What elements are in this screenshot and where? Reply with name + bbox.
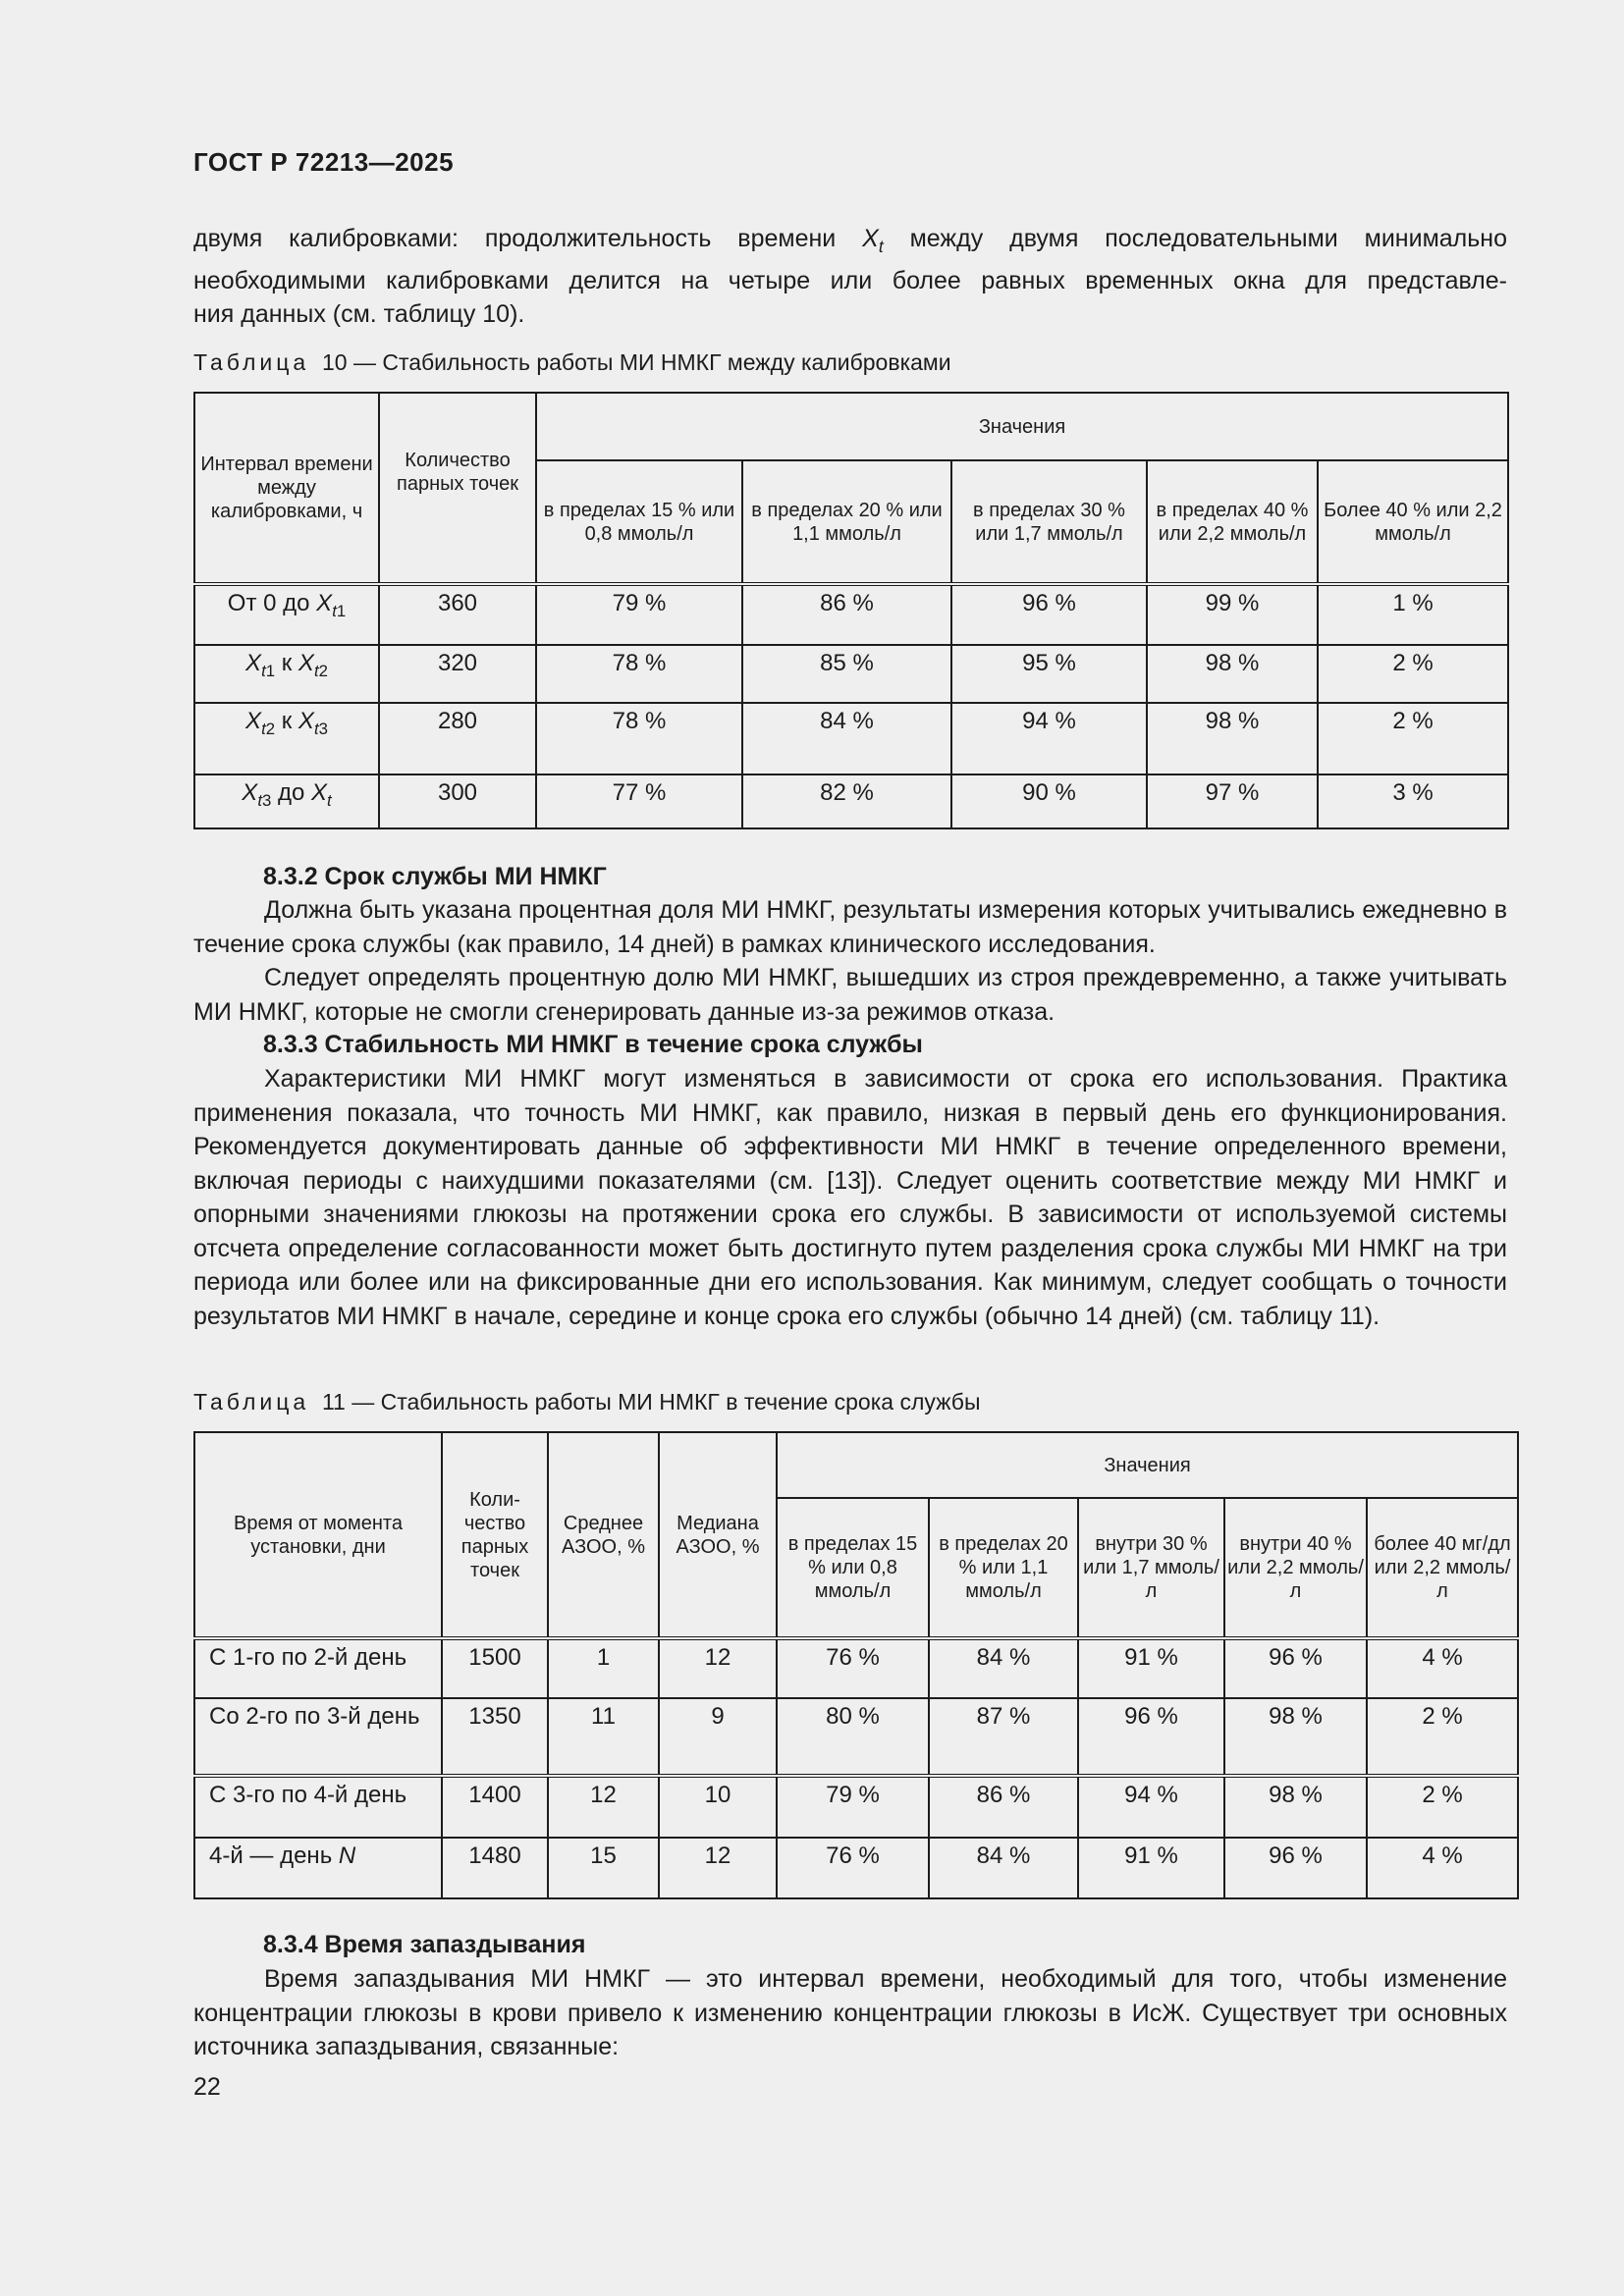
t11-cell: 10 [659,1776,777,1838]
t10-cell: 360 [379,584,536,645]
t11-cell: 84 % [929,1838,1078,1898]
t10-cell: 2 % [1318,645,1508,703]
t10-cell: 95 % [951,645,1147,703]
t10-cell: 96 % [951,584,1147,645]
t11-cell: 87 % [929,1698,1078,1776]
t10-cell: 79 % [536,584,742,645]
t11-cell: 12 [659,1838,777,1898]
t10-cell: 2 % [1318,703,1508,774]
t11-cell: 1350 [442,1698,548,1776]
t11-cell: 96 % [1078,1698,1224,1776]
t10-header-sub-1: в пределах 15 % или 0,8 ммоль/л [536,460,742,584]
t10-cell: 90 % [951,774,1147,828]
table10-caption-word: Таблица [193,349,310,375]
t10-cell: 1 % [1318,584,1508,645]
t10-cell: 78 % [536,645,742,703]
section-8-3-4-body [193,1962,1507,2064]
table-row [194,1698,1518,1776]
t10-header-sub-4: в пределах 40 % или 2,2 ммоль/л [1147,460,1318,584]
t10-cell: 320 [379,645,536,703]
t11-cell: 80 % [777,1698,929,1776]
section-8-3-2-body [193,893,1507,1029]
paragraph: Время запаздывания МИ НМКГ — это интервал времени, необходимый для того, чтобы изменение концентрации глюкозы в крови привело к изменению концентрации глюкозы в ИсЖ. Существует три основных источника запаздывания, связанные: [193,1965,1507,2060]
t10-cell: 84 % [742,703,951,774]
t11-row-label: Со 2-го по 3-й день [194,1698,442,1776]
t10-row2-label: $X_{t1}$ к $X_{t2}$ [194,645,379,703]
table-row [194,584,1508,645]
t11-cell: 2 % [1367,1776,1518,1838]
t11-cell: 15 [548,1838,659,1898]
table11-caption-text: 11 — Стабильность работы МИ НМКГ в течение срока службы [321,1389,981,1415]
t11-cell: 98 % [1224,1698,1367,1776]
table10-caption [193,349,951,376]
section-8-3-3-heading: 8.3.3 Стабильность МИ НМКГ в течение срока службы [263,1031,923,1058]
t11-header-count: Коли-чество парных точек [442,1432,548,1638]
t11-cell: 12 [548,1776,659,1838]
t11-cell: 4 % [1367,1838,1518,1898]
t11-cell: 2 % [1367,1698,1518,1776]
document-header: ГОСТ Р 72213—2025 [193,147,455,177]
t11-cell: 9 [659,1698,777,1776]
table10-caption-text: 10 — Стабильность работы МИ НМКГ между калибровками [321,349,951,375]
t11-cell: 91 % [1078,1838,1224,1898]
t11-cell: 12 [659,1638,777,1698]
table-row [194,1776,1518,1838]
t10-cell: 94 % [951,703,1147,774]
t10-cell: 78 % [536,703,742,774]
t11-header-sub-3: внутри 30 % или 1,7 ммоль/л [1078,1498,1224,1638]
t11-header-sub-1: в пределах 15 % или 0,8 ммоль/л [777,1498,929,1638]
t10-header-sub-2: в пределах 20 % или 1,1 ммоль/л [742,460,951,584]
intro-line-1: двумя калибровками: продолжительность времени $X_t$ между двумя последовательными минимально [193,225,1507,256]
t10-cell: 85 % [742,645,951,703]
t10-row4-label: $X_{t3}$ до $X_t$ [194,774,379,828]
table-row [194,774,1508,828]
t11-cell: 96 % [1224,1838,1367,1898]
table-row [194,703,1508,774]
t11-cell: 86 % [929,1776,1078,1838]
t11-cell: 4 % [1367,1638,1518,1698]
intro-line-2: необходимыми калибровками делится на четыре или более равных временных окна для представле- [193,266,1507,294]
intro-paragraph [193,222,1507,332]
t11-row-label: С 1-го по 2-й день [194,1638,442,1698]
t11-header-time: Время от момента установки, дни [194,1432,442,1638]
t11-cell: 79 % [777,1776,929,1838]
t11-cell: 96 % [1224,1638,1367,1698]
t10-cell: 280 [379,703,536,774]
t10-cell: 98 % [1147,703,1318,774]
t11-cell: 98 % [1224,1776,1367,1838]
table-row [194,645,1508,703]
section-8-3-4-heading: 8.3.4 Время запаздывания [263,1931,586,1958]
section-8-3-2-heading: 8.3.2 Срок службы МИ НМКГ [263,863,607,890]
t10-cell: 300 [379,774,536,828]
table-11 [193,1431,1519,1899]
t11-cell: 84 % [929,1638,1078,1698]
t11-cell: 1400 [442,1776,548,1838]
t11-row-label: 4-й — день N [194,1838,442,1898]
t11-cell: 76 % [777,1638,929,1698]
t10-header-interval: Интервал времени между калибровками, ч [194,393,379,584]
table-row [194,1838,1518,1898]
table-row [194,1638,1518,1698]
t10-cell: 86 % [742,584,951,645]
t11-cell: 1 [548,1638,659,1698]
page-number: 22 [193,2073,221,2101]
t11-header-sub-4: внутри 40 % или 2,2 ммоль/л [1224,1498,1367,1638]
t10-cell: 3 % [1318,774,1508,828]
t11-header-sub-2: в пределах 20 % или 1,1 ммоль/л [929,1498,1078,1638]
t10-cell: 77 % [536,774,742,828]
t10-cell: 99 % [1147,584,1318,645]
t10-header-values: Значения [536,393,1508,460]
intro-line-3: ния данных (см. таблицу 10). [193,300,525,328]
table11-caption-word: Таблица [193,1389,310,1415]
t10-cell: 97 % [1147,774,1318,828]
table11-caption [193,1389,981,1415]
t10-header-sub-3: в пределах 30 % или 1,7 ммоль/л [951,460,1147,584]
t11-cell: 91 % [1078,1638,1224,1698]
table-10 [193,392,1509,829]
t11-cell: 1500 [442,1638,548,1698]
t11-header-sub-5: более 40 мг/дл или 2,2 ммоль/л [1367,1498,1518,1638]
t11-cell: 76 % [777,1838,929,1898]
t11-cell: 94 % [1078,1776,1224,1838]
t10-row1-label: От 0 до $X_{t1}$ [194,584,379,645]
paragraph: Следует определять процентную долю МИ НМКГ, вышедших из строя преждевременно, а также учитывать МИ НМКГ, которые не смогли сгенерировать данные из-за режимов отказа. [193,964,1507,1026]
t11-header-values: Значения [777,1432,1518,1498]
t10-row3-label: $X_{t2}$ к $X_{t3}$ [194,703,379,774]
t10-cell: 82 % [742,774,951,828]
t10-header-count: Количество парных точек [379,393,536,584]
t11-header-median: Медиана АЗОО, % [659,1432,777,1638]
t11-row-label: С 3-го по 4-й день [194,1776,442,1838]
t11-cell: 1480 [442,1838,548,1898]
t11-header-mean: Среднее АЗОО, % [548,1432,659,1638]
section-8-3-3-body [193,1062,1507,1333]
t10-header-sub-5: Более 40 % или 2,2 ммоль/л [1318,460,1508,584]
t11-cell: 11 [548,1698,659,1776]
t10-cell: 98 % [1147,645,1318,703]
paragraph: Должна быть указана процентная доля МИ НМКГ, результаты измерения которых учитывались ежедневно в течение срока службы (как правило, 14 дней) в рамках клинического исследования. [193,896,1507,958]
paragraph: Характеристики МИ НМКГ могут изменяться в зависимости от срока его использования. Практика применения показала, что точность МИ НМКГ, как правило, низкая в первый день его функционирования. Рекомендуется документировать данные об эффективности МИ НМКГ в течение определенного времени, включая периоды с наихудшими показателями (см. [13]). Следует оценить соответствие между МИ НМКГ и опорными значениями глюкозы на протяжении срока его службы. В зависимости от используемой системы отсчета определение согласованности может быть достигнуто путем разделения срока службы МИ НМКГ на три периода или более или на фиксированные дни его использования. Как минимум, следует сообщать о точности результатов МИ НМКГ в начале, середине и конце срока его службы (обычно 14 дней) (см. таблицу 11). [193,1065,1507,1330]
